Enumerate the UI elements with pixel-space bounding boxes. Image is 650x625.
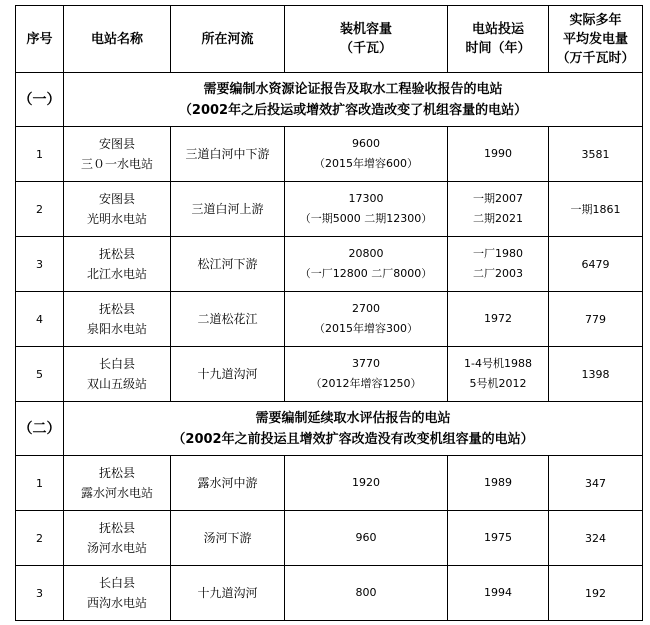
cell-station-name: 长白县 双山五级站 <box>64 347 171 402</box>
cell-avg-generation: 6479 <box>549 237 643 292</box>
cell-index: 1 <box>16 127 64 182</box>
cell-river: 二道松花江 <box>171 292 285 347</box>
cell-station-name: 抚松县 汤河水电站 <box>64 511 171 566</box>
section-header-row <box>16 402 643 456</box>
section-title: 需要编制延续取水评估报告的电站 （2002年之前投运且增效扩容改造没有改变机组容量的电站） <box>64 402 643 456</box>
cell-river: 汤河下游 <box>171 511 285 566</box>
header-river: 所在河流 <box>171 6 285 73</box>
cell-commission-year: 1972 <box>448 292 549 347</box>
cell-avg-generation: 3581 <box>549 127 643 182</box>
table-row <box>16 237 643 292</box>
cell-index: 3 <box>16 566 64 621</box>
table-row <box>16 127 643 182</box>
cell-avg-generation: 347 <box>549 456 643 511</box>
cell-station-name: 安图县 光明水电站 <box>64 182 171 237</box>
section-header-row <box>16 73 643 127</box>
cell-commission-year: 一厂1980 二厂2003 <box>448 237 549 292</box>
cell-river: 三道白河上游 <box>171 182 285 237</box>
cell-capacity: 1920 <box>285 456 448 511</box>
cell-index: 1 <box>16 456 64 511</box>
table-row <box>16 347 643 402</box>
hydropower-stations-table <box>15 5 643 621</box>
cell-avg-generation: 324 <box>549 511 643 566</box>
section-label: （一） <box>16 73 64 127</box>
header-avg-generation: 实际多年 平均发电量 （万千瓦时） <box>549 6 643 73</box>
header-station-name: 电站名称 <box>64 6 171 73</box>
cell-avg-generation: 779 <box>549 292 643 347</box>
cell-river: 十九道沟河 <box>171 566 285 621</box>
cell-station-name: 抚松县 北江水电站 <box>64 237 171 292</box>
cell-commission-year: 一期2007 二期2021 <box>448 182 549 237</box>
cell-avg-generation: 一期1861 <box>549 182 643 237</box>
section-label: （二） <box>16 402 64 456</box>
cell-capacity: 20800 （一厂12800 二厂8000） <box>285 237 448 292</box>
cell-station-name: 长白县 西沟水电站 <box>64 566 171 621</box>
cell-capacity: 960 <box>285 511 448 566</box>
cell-index: 4 <box>16 292 64 347</box>
cell-capacity: 800 <box>285 566 448 621</box>
table-row <box>16 511 643 566</box>
cell-commission-year: 1989 <box>448 456 549 511</box>
cell-station-name: 抚松县 泉阳水电站 <box>64 292 171 347</box>
cell-capacity: 17300 （一期5000 二期12300） <box>285 182 448 237</box>
table-row <box>16 566 643 621</box>
cell-index: 2 <box>16 182 64 237</box>
cell-station-name: 抚松县 露水河水电站 <box>64 456 171 511</box>
cell-index: 5 <box>16 347 64 402</box>
header-index: 序号 <box>16 6 64 73</box>
table-row <box>16 456 643 511</box>
header-commission-year: 电站投运 时间（年） <box>448 6 549 73</box>
cell-river: 三道白河中下游 <box>171 127 285 182</box>
cell-avg-generation: 1398 <box>549 347 643 402</box>
cell-index: 3 <box>16 237 64 292</box>
header-capacity: 装机容量 （千瓦） <box>285 6 448 73</box>
table-row <box>16 292 643 347</box>
header-row <box>16 6 643 73</box>
cell-river: 露水河中游 <box>171 456 285 511</box>
cell-capacity: 9600 （2015年增容600） <box>285 127 448 182</box>
section-title: 需要编制水资源论证报告及取水工程验收报告的电站 （2002年之后投运或增效扩容改造改变了机组容量的电站） <box>64 73 643 127</box>
cell-avg-generation: 192 <box>549 566 643 621</box>
cell-index: 2 <box>16 511 64 566</box>
cell-commission-year: 1-4号机1988 5号机2012 <box>448 347 549 402</box>
table-row <box>16 182 643 237</box>
cell-station-name: 安图县 三０一水电站 <box>64 127 171 182</box>
cell-capacity: 3770 （2012年增容1250） <box>285 347 448 402</box>
cell-commission-year: 1990 <box>448 127 549 182</box>
cell-river: 十九道沟河 <box>171 347 285 402</box>
cell-river: 松江河下游 <box>171 237 285 292</box>
cell-commission-year: 1994 <box>448 566 549 621</box>
cell-capacity: 2700 （2015年增容300） <box>285 292 448 347</box>
cell-commission-year: 1975 <box>448 511 549 566</box>
